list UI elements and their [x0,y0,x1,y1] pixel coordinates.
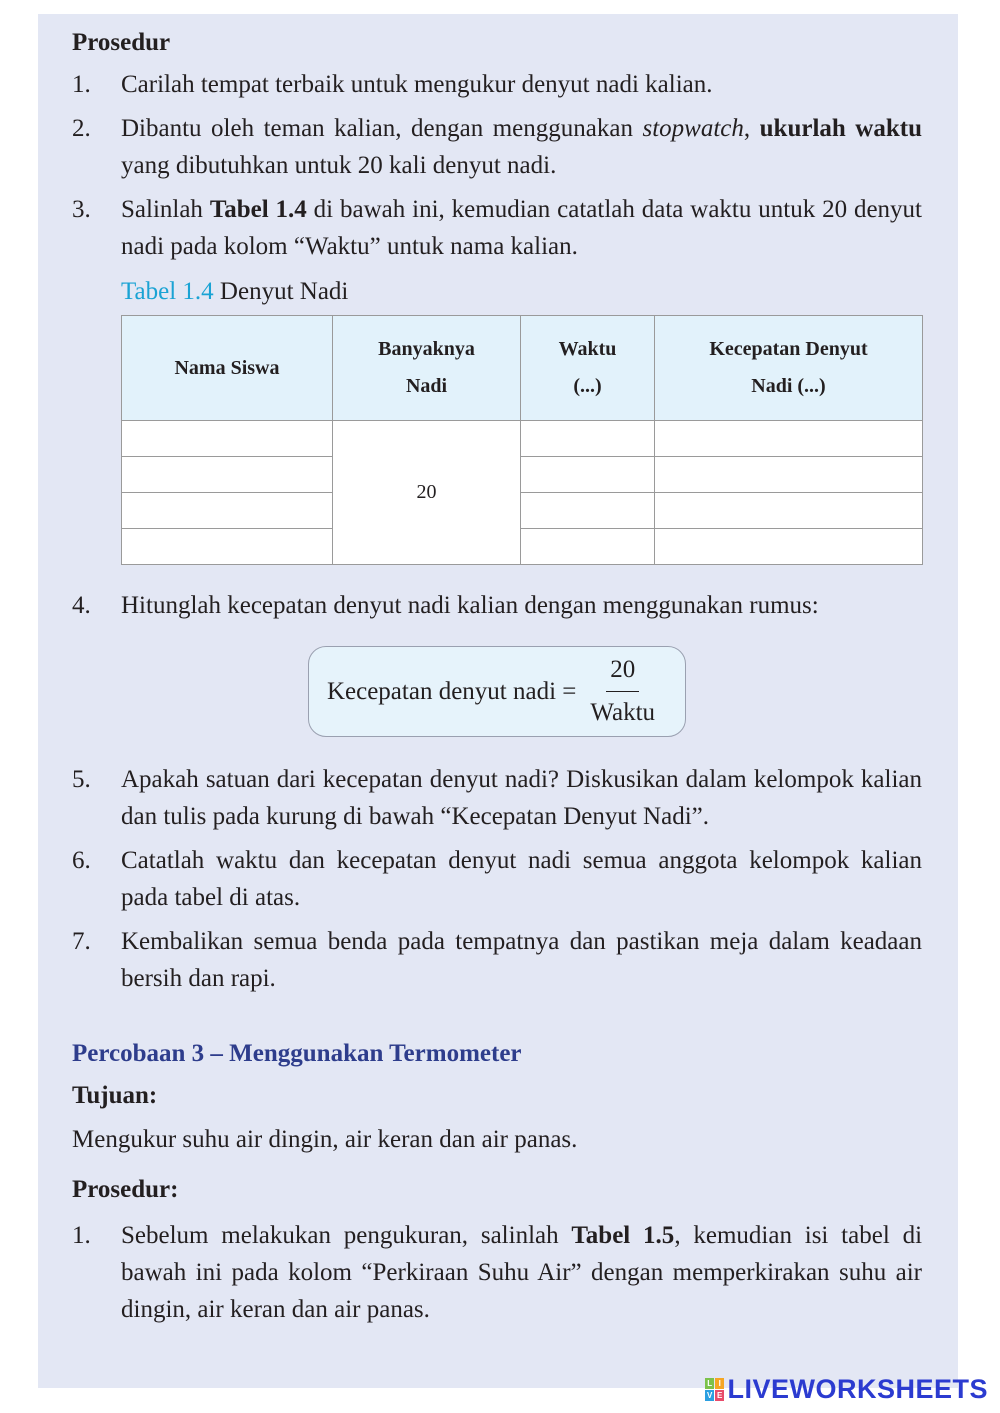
cell-waktu[interactable] [521,529,655,565]
cell-kecepatan[interactable] [655,421,923,457]
table-row [122,493,923,529]
step-3: 3. Salinlah Tabel 1.4 di bawah ini, kemudian catatlah data waktu untuk 20 denyut nadi pada kolom “Waktu” untuk nama kalian. [72,196,923,260]
formula-container [72,646,922,737]
cell-banyaknya-merged: 20 [333,421,521,565]
step-1: 1. Carilah tempat terbaik untuk mengukur denyut nadi kalian. [72,71,713,98]
cell-kecepatan[interactable] [655,457,923,493]
procedure-list-a [72,66,922,265]
table-row [122,529,923,565]
page-content [72,26,922,1335]
step-1-percobaan-3: 1. Sebelum melakukan pengukuran, salinlah Tabel 1.5, kemudian isi tabel di bawah ini pada kolom “Perkiraan Suhu Air” dengan memperkirakan suhu air dingin, air keran dan air panas. [72,1222,923,1323]
step-7: 7. Kembalikan semua benda pada tempatnya dan pastikan meja dalam keadaan bersih dan rapi. [72,928,922,992]
step-6: 6. Catatlah waktu dan kecepatan denyut nadi semua anggota kelompok kalian pada tabel di atas. [72,847,922,911]
procedure-list-c [72,1217,922,1328]
table-row [122,421,923,457]
step-4: 4. Hitunglah kecepatan denyut nadi kalian dengan menggunakan rumus: [72,592,819,619]
table-header-row [122,316,923,421]
section-title-percobaan-3: Percobaan 3 – Menggunakan Termometer [72,1040,522,1067]
brand-text: LIVEWORKSHEETS [727,1374,988,1404]
cell-waktu[interactable] [521,421,655,457]
header-banyaknya-nadi: Banyaknya Nadi [333,316,521,421]
cell-nama[interactable] [122,493,333,529]
cell-kecepatan[interactable] [655,529,923,565]
worksheet-page [38,14,958,1388]
header-nama-siswa: Nama Siswa [122,316,333,421]
formula-lhs: Kecepatan denyut nadi = [326,677,577,705]
liveworksheets-brand[interactable] [705,1374,988,1405]
heading-tujuan: Tujuan: [72,1082,158,1109]
table-row [122,457,923,493]
cell-nama[interactable] [122,457,333,493]
procedure-list-step4 [72,587,922,624]
procedure-list-b [72,761,922,997]
header-kecepatan: Kecepatan Denyut Nadi (...) [655,316,923,421]
formula-denominator: Waktu [590,699,656,726]
formula-fraction [586,653,659,730]
step-2: 2. Dibantu oleh teman kalian, dengan menggunakan stopwatch, ukurlah waktu yang dibutuhkan untuk 20 kali denyut nadi. [72,115,922,179]
table-1-4-caption: Tabel 1.4 Denyut Nadi [121,278,349,305]
formula-box [308,646,686,737]
table-1-4 [121,315,923,565]
cell-kecepatan[interactable] [655,493,923,529]
cell-waktu[interactable] [521,493,655,529]
cell-waktu[interactable] [521,457,655,493]
header-waktu: Waktu (...) [521,316,655,421]
cell-nama[interactable] [122,529,333,565]
heading-prosedur-2: Prosedur: [72,1176,179,1203]
heading-prosedur: Prosedur [72,29,171,56]
formula-numerator: 20 [606,653,639,692]
cell-nama[interactable] [122,421,333,457]
step-5: 5. Apakah satuan dari kecepatan denyut nadi? Diskusikan dalam kelompok kalian dan tulis pada kurung di bawah “Kecepatan Denyut Nadi”. [72,766,922,830]
liveworksheets-logo-icon: L I V E [707,1379,723,1400]
tujuan-text: Mengukur suhu air dingin, air keran dan air panas. [72,1126,578,1153]
